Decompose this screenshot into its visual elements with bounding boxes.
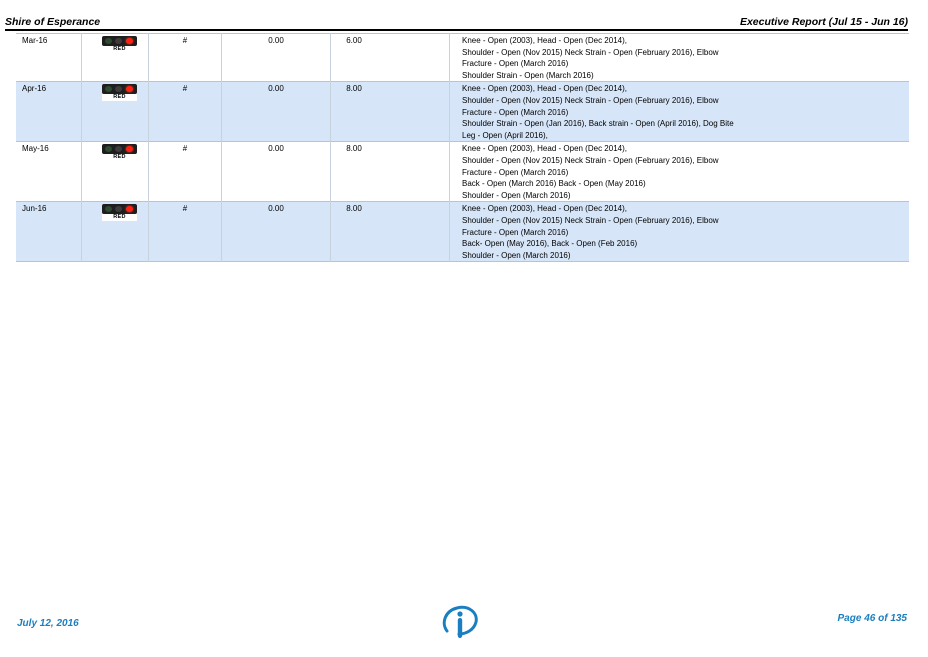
value2-cell [331,82,450,142]
value1-cell: 0.00 [222,142,331,202]
note-line: Back- Open (May 2016), Back - Open (Feb 2016) [462,239,638,249]
notes-cell [450,142,910,202]
status-label: RED [102,214,137,221]
value2-text: 8.00 [346,84,362,94]
note-line: Shoulder Strain - Open (March 2016) [462,70,594,80]
value1-cell: 0.00 [222,34,331,82]
report-table [16,33,909,262]
status-label: RED [102,154,137,161]
status-label: RED [102,94,137,101]
traffic-light-icon [102,204,137,221]
report-title: Executive Report (Jul 15 - Jun 16) [739,16,908,28]
note-line: Leg - Open (April 2016), [462,130,548,140]
table-row [16,142,909,202]
note-line: Knee - Open (2003), Head - Open (Dec 2014), [462,204,627,214]
value2-cell [331,34,450,82]
value2-text: 8.00 [346,204,362,214]
note-line: Fracture - Open (March 2016) [462,59,569,69]
status-label: RED [102,46,137,53]
notes-cell [450,34,910,82]
note-line: Shoulder - Open (Nov 2015) Neck Strain - Open (February 2016), Elbow [462,47,719,57]
note-line: Knee - Open (2003), Head - Open (Dec 2014), [462,144,627,154]
note-line: Knee - Open (2003), Head - Open (Dec 2014), [462,84,627,94]
month-cell: Mar-16 [22,36,48,45]
note-line: Shoulder - Open (Nov 2015) Neck Strain - Open (February 2016), Elbow [462,215,719,225]
notes-cell [450,82,910,142]
hash-cell: # [149,34,222,82]
note-line: Fracture - Open (March 2016) [462,107,569,117]
value2-text: 6.00 [346,36,362,45]
value2-text: 8.00 [346,144,362,154]
note-line: Back - Open (March 2016) Back - Open (May 2016) [462,179,646,189]
footer-date: July 12, 2016 [17,618,79,629]
note-line: Shoulder - Open (March 2016) [462,250,571,260]
note-line: Fracture - Open (March 2016) [462,167,569,177]
note-line: Fracture - Open (March 2016) [462,227,569,237]
note-line: Shoulder Strain - Open (Jan 2016), Back strain - Open (April 2016), Dog Bite [462,119,734,129]
status-cell [82,34,149,82]
status-cell [82,202,149,262]
traffic-light-icon [102,84,137,101]
company-logo-icon [439,605,479,640]
note-line: Shoulder - Open (Nov 2015) Neck Strain - Open (February 2016), Elbow [462,95,719,105]
value2-cell [331,202,450,262]
note-line: Shoulder - Open (March 2016) [462,190,571,200]
table-row [16,202,909,262]
table-row [16,34,909,82]
value2-cell [331,142,450,202]
status-cell [82,82,149,142]
month-cell: Apr-16 [22,84,47,94]
value1-cell: 0.00 [222,202,331,262]
header-divider [5,29,908,31]
notes-cell [450,202,910,262]
table-row [16,82,909,142]
note-line: Shoulder - Open (Nov 2015) Neck Strain - Open (February 2016), Elbow [462,155,719,165]
month-cell: Jun-16 [22,204,47,214]
hash-cell: # [149,202,222,262]
status-cell [82,142,149,202]
hash-cell: # [149,82,222,142]
month-cell: May-16 [22,144,49,154]
traffic-light-icon [102,144,137,161]
hash-cell: # [149,142,222,202]
report-org-title: Shire of Esperance [5,16,101,28]
page-number: Page 46 of 135 [837,613,907,624]
value1-cell: 0.00 [222,82,331,142]
traffic-light-icon [102,36,137,53]
note-line: Knee - Open (2003), Head - Open (Dec 2014), [462,36,627,45]
